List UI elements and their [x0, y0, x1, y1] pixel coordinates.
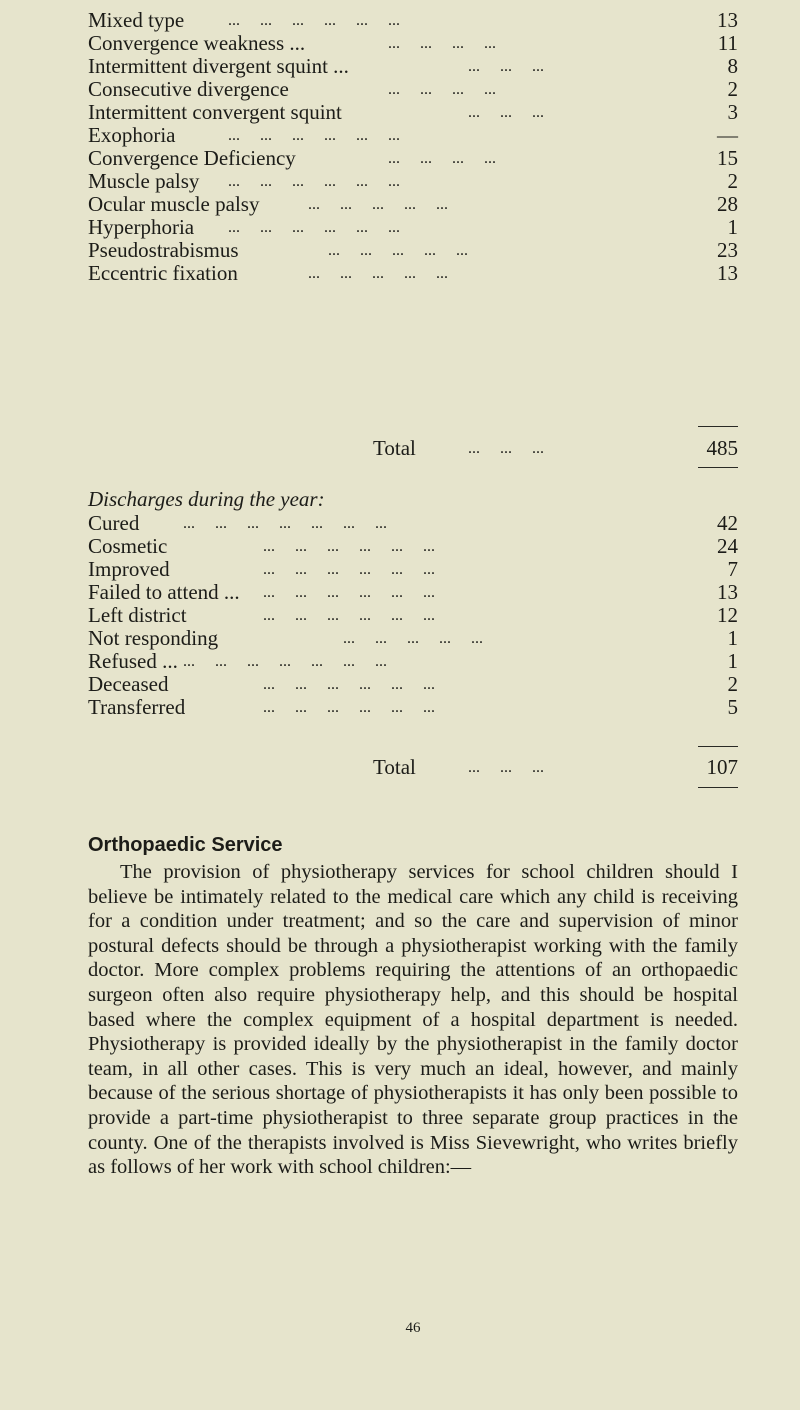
- table-row: Pseudostrabismus ... ... ... ... ... 23: [88, 238, 738, 262]
- table-row: Convergence Deficiency ... ... ... ... 15: [88, 146, 738, 170]
- table-row: Ocular muscle palsy ... ... ... ... ... 28: [88, 192, 738, 216]
- discharges-table: [88, 512, 738, 719]
- table-row: Deceased ... ... ... ... ... ... 2: [88, 672, 738, 696]
- table-row: Mixed type ... ... ... ... ... ... 13: [88, 8, 738, 32]
- table-row: Intermittent divergent squint ... ... ... ... 8: [88, 54, 738, 78]
- divider: [698, 467, 738, 468]
- table-row: Left district ... ... ... ... ... ... 12: [88, 603, 738, 627]
- table-row: Failed to attend ... ... ... ... ... ... ... 13: [88, 580, 738, 604]
- table-row: Consecutive divergence ... ... ... ... 2: [88, 77, 738, 101]
- squint-types-table: [88, 9, 738, 285]
- total-row: Total ... ... ... 485: [373, 436, 738, 460]
- table-row: Exophoria ... ... ... ... ... ... —: [88, 123, 738, 147]
- table-row: Transferred ... ... ... ... ... ... 5: [88, 695, 738, 719]
- table-row: Cosmetic ... ... ... ... ... ... 24: [88, 534, 738, 558]
- table-row: Intermittent convergent squint ... ... ... 3: [88, 100, 738, 124]
- table-row: Convergence weakness ... ... ... ... ... 11: [88, 31, 738, 55]
- divider: [698, 746, 738, 747]
- table-row: Not responding ... ... ... ... ... 1: [88, 626, 738, 650]
- divider: [698, 426, 738, 427]
- page-number: 46: [405, 1320, 421, 1336]
- table-row: Eccentric fixation ... ... ... ... ... 13: [88, 261, 738, 285]
- table-row: Muscle palsy ... ... ... ... ... ... 2: [88, 169, 738, 193]
- discharges-heading: Discharges during the year:: [88, 487, 325, 511]
- table-row: Refused ... ... ... ... ... ... ... ... 1: [88, 649, 738, 673]
- body-paragraph: The provision of physiotherapy services for school children should I believe be intimately related to the medical care which any child is receiving for a condition under treatment; and so the care and supervision of minor postural defects should be through a physiotherapist working with the family doctor. More complex problems requiring the attentions of an orthopaedic surgeon often also require physiotherapy help, and this should be hospital based where the complex equipment of a hospital department is needed. Physiotherapy is provided ideally by the physiotherapist in the family doctor team, in all other cases. This is very much an ideal, however, and mainly because of the serious shortage of physiotherapists it has only been possible to provide a part-time physiotherapist to three separate group practices in the county. One of the therapists involved is Miss Sievewright, who writes briefly as follows of her work with school children:—: [88, 861, 738, 1179]
- table-row: Improved ... ... ... ... ... ... 7: [88, 557, 738, 581]
- table-row: Hyperphoria ... ... ... ... ... ... 1: [88, 215, 738, 239]
- table-row: Cured ... ... ... ... ... ... ... 42: [88, 511, 738, 535]
- divider: [698, 787, 738, 788]
- section-heading: Orthopaedic Service: [88, 834, 283, 856]
- total-row: Total ... ... ... 107: [373, 755, 738, 779]
